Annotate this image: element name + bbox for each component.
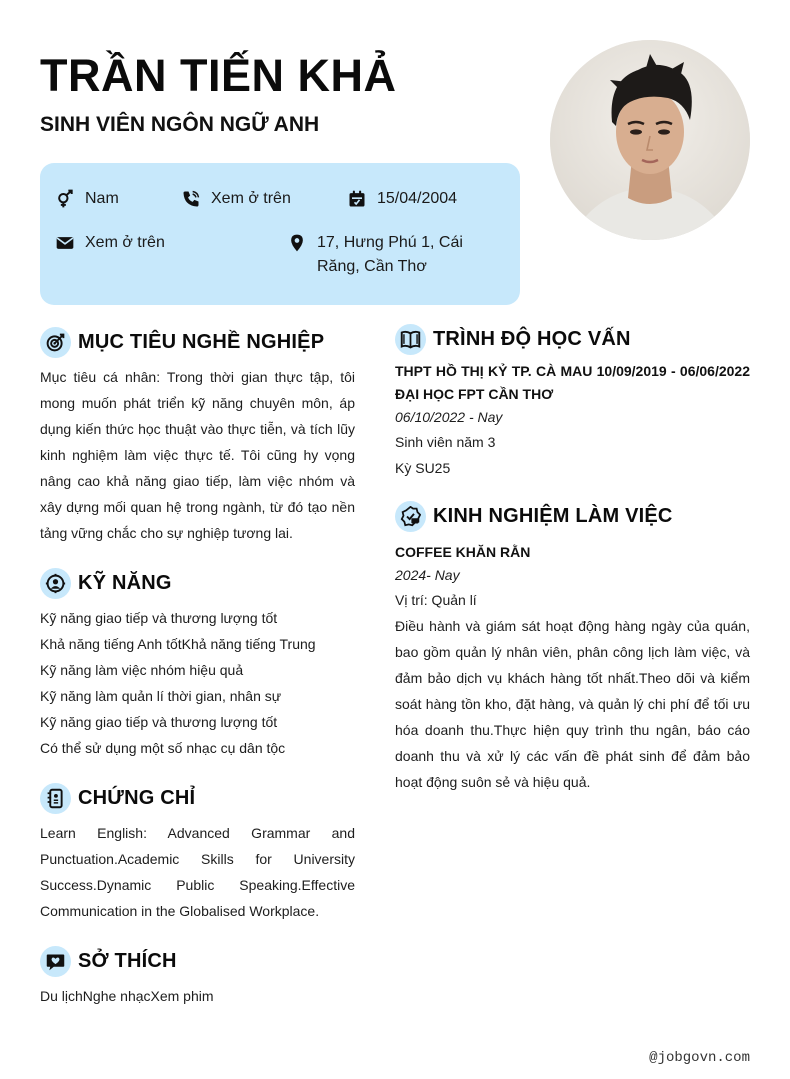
hobbies-heading [40,946,177,977]
education-title: TRÌNH ĐỘ HỌC VẤN [433,328,631,350]
experience-description: Điều hành và giám sát hoạt động hàng ngày của quán, bao gồm quản lý nhân viên, phân công lịch làm việc, và đảm bảo dịch vụ khách hàng tốt nhất.Theo dõi và kiểm soát hàng tồn kho, đặt hàng, và quản lý chi phí để tối ưu hóa doanh thu.Thực hiện quy trình thu ngân, báo cáo doanh thu và xử lý các vấn đề phát sinh để đảm bảo hoạt động suôn sẻ và hiệu quả. [395,618,750,790]
phone-icon [180,188,202,210]
skills-icon [40,568,71,599]
skills-heading [40,568,172,599]
hobbies-text: Du lịchNghe nhạcXem phim [40,988,214,1004]
avatar-image [550,40,750,240]
address-value: 17, Hưng Phú 1, Cái Răng, Cần Thơ [317,234,463,275]
birthday-value: 15/04/2004 [377,190,458,207]
objective-heading [40,327,324,358]
certificates-text: Learn English: Advanced Grammar and Punctuation.Academic Skills for University Success.Dynamic Public Speaking.Effective Communication in the Globalised Workplace. [40,825,355,919]
phone-value: Xem ở trên [211,190,291,207]
education-year: Sinh viên năm 3 [395,434,496,450]
certificate-icon [40,783,71,814]
experience-period: 2024- Nay [395,567,460,583]
skill-item: Kỹ năng làm quản lí thời gian, nhân sự [40,688,282,704]
avatar [550,40,750,240]
heart-icon [40,946,71,977]
education-term: Kỳ SU25 [395,460,451,476]
info-birthday [346,187,457,211]
experience-position: Vị trí: Quản lí [395,592,477,608]
info-phone [180,187,291,211]
certificates-heading [40,783,195,814]
objective-title: MỤC TIÊU NGHỀ NGHIỆP [78,331,325,353]
skill-item: Kỹ năng làm việc nhóm hiệu quả [40,662,244,678]
briefcase-icon [395,501,426,532]
info-address [286,231,506,279]
experience-heading [395,501,673,532]
skill-item: Kỹ năng giao tiếp và thương lượng tốt [40,610,278,626]
info-email [54,231,165,255]
skills-title: KỸ NĂNG [78,572,172,594]
skills-list [40,605,360,761]
personal-info-box [40,163,520,305]
hobbies-title: SỞ THÍCH [78,950,177,972]
info-gender [54,187,119,211]
calendar-icon [346,188,368,210]
target-icon [40,327,71,358]
experience-company: COFFEE KHĂN RẰN [395,544,531,560]
experience-title: KINH NGHIỆM LÀM VIỆC [433,505,673,527]
education-school: THPT HỒ THỊ KỶ TP. CÀ MAU 10/09/2019 - 06/06/2022 ĐẠI HỌC FPT CẦN THƠ [395,363,750,402]
watermark: @jobgovn.com [649,1050,750,1066]
gender-icon [54,188,76,210]
skill-item: Kỹ năng giao tiếp và thương lượng tốt [40,714,278,730]
candidate-name: TRẦN TIẾN KHẢ [40,50,397,101]
gender-value: Nam [85,190,119,207]
email-value: Xem ở trên [85,234,165,251]
book-icon [395,324,426,355]
objective-text: Mục tiêu cá nhân: Trong thời gian thực tập, tôi mong muốn phát triển kỹ năng chuyên môn, áp dụng kiến thức học thuật vào thực tiễn, và tích lũy kinh nghiệm làm việc thực tế. Tôi cũng hy vọng nâng cao khả năng giao tiếp, làm việc nhóm và xây dựng mối quan hệ trong ngành, từ đó tạo nền tảng vững chắc cho sự nghiệp tương lai. [40,369,355,541]
skill-item: Có thể sử dụng một số nhạc cụ dân tộc [40,740,286,756]
certificates-title: CHỨNG CHỈ [78,787,196,809]
education-heading [395,324,631,355]
email-icon [54,232,76,254]
location-icon [286,232,308,254]
candidate-title: SINH VIÊN NGÔN NGỮ ANH [40,113,320,136]
education-period: 06/10/2022 - Nay [395,409,503,425]
skill-item: Khả năng tiếng Anh tốtKhả năng tiếng Trung [40,636,316,652]
